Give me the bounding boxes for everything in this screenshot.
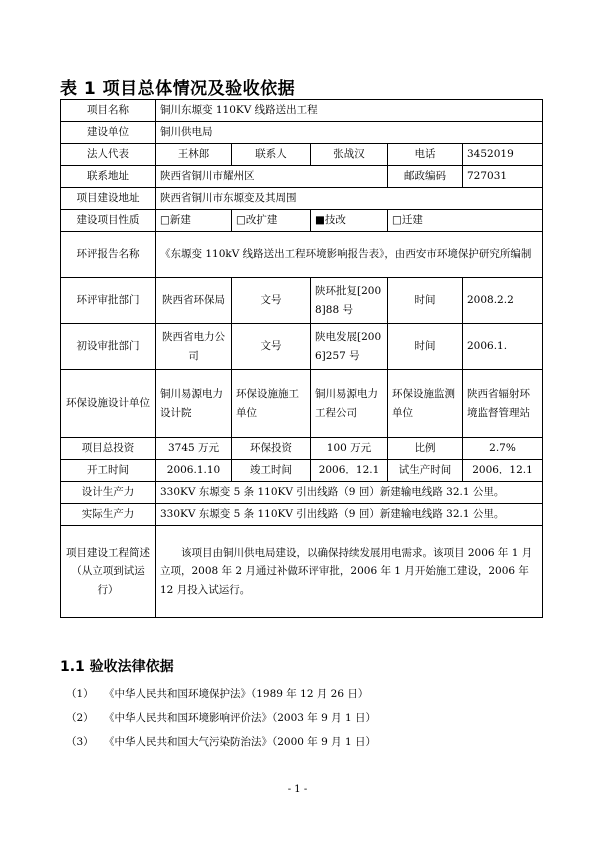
page-title: 表 1 项目总体情况及验收依据 xyxy=(60,79,296,99)
trial: 2006．12.1 xyxy=(463,460,543,482)
site-label: 项目建设地址 xyxy=(61,188,156,210)
law-list xyxy=(66,682,546,754)
law-number: （3） xyxy=(66,736,94,748)
postcode-label: 邮政编码 xyxy=(388,166,463,188)
brief: 该项目由铜川供电局建设，以确保持续发展用电需求。该项目 2006 年 1 月立项，2008 年 2 月通过补做环评审批，2006 年 1 月开始施工建设，2006 年 12 月投入试运行。 xyxy=(156,526,543,618)
ratio-label: 比例 xyxy=(388,438,463,460)
finish: 2006．12.1 xyxy=(311,460,388,482)
legal-rep: 王林郎 xyxy=(156,144,232,166)
eia-time-label: 时间 xyxy=(388,278,463,324)
design-dept-label: 初设审批部门 xyxy=(61,324,156,370)
eia-dept-label: 环评审批部门 xyxy=(61,278,156,324)
invest: 3745 万元 xyxy=(156,438,232,460)
law-text: 《中华人民共和国环境保护法》（1989 年 12 月 26 日） xyxy=(104,688,369,700)
env-build: 铜川易源电力工程公司 xyxy=(311,370,388,438)
contact-label: 联系人 xyxy=(232,144,311,166)
nature-option-relocate: □迁建 xyxy=(388,210,543,232)
list-item xyxy=(66,682,546,706)
start-label: 开工时间 xyxy=(61,460,156,482)
brief-label: 项目建设工程简述（从立项到试运行） xyxy=(61,526,156,618)
list-item xyxy=(66,730,546,754)
nature-label: 建设项目性质 xyxy=(61,210,156,232)
design-time: 2006.1. xyxy=(463,324,543,370)
page-number: - 1 - xyxy=(287,784,308,795)
eia-doc: 陕环批复[2008]88 号 xyxy=(311,278,388,324)
contact: 张战汉 xyxy=(311,144,388,166)
start: 2006.1.10 xyxy=(156,460,232,482)
eia-time: 2008.2.2 xyxy=(463,278,543,324)
design-cap-label: 设计生产力 xyxy=(61,482,156,504)
legal-rep-label: 法人代表 xyxy=(61,144,156,166)
env-invest: 100 万元 xyxy=(311,438,388,460)
eia-doc-label: 文号 xyxy=(232,278,311,324)
law-number: （2） xyxy=(66,712,94,724)
actual-cap: 330KV 东塬变 5 条 110KV 引出线路（9 回）新建输电线路 32.1 公里。 xyxy=(156,504,543,526)
nature-option-expand: □改扩建 xyxy=(232,210,311,232)
design-doc-label: 文号 xyxy=(232,324,311,370)
env-design-label: 环保设施设计单位 xyxy=(61,370,156,438)
env-monitor-label: 环保设施监测单位 xyxy=(388,370,463,438)
report: 《东塬变 110kV 线路送出工程环境影响报告表》，由西安市环境保护研究所编制 xyxy=(156,232,543,278)
law-text: 《中华人民共和国大气污染防治法》（2000 年 9 月 1 日） xyxy=(104,736,377,748)
address-label: 联系地址 xyxy=(61,166,156,188)
nature-option-upgrade: ■技改 xyxy=(311,210,388,232)
finish-label: 竣工时间 xyxy=(232,460,311,482)
design-dept: 陕西省电力公司 xyxy=(156,324,232,370)
design-doc: 陕电发展[2006]257 号 xyxy=(311,324,388,370)
project-name: 铜川东塬变 110KV 线路送出工程 xyxy=(156,100,543,122)
ratio: 2.7% xyxy=(463,438,543,460)
builder-label: 建设单位 xyxy=(61,122,156,144)
nature-option-new: □新建 xyxy=(156,210,232,232)
list-item xyxy=(66,706,546,730)
law-text: 《中华人民共和国环境影响评价法》（2003 年 9 月 1 日） xyxy=(104,712,377,724)
project-name-label: 项目名称 xyxy=(61,100,156,122)
design-cap: 330KV 东塬变 5 条 110KV 引出线路（9 回）新建输电线路 32.1 公里。 xyxy=(156,482,543,504)
project-overview-table xyxy=(60,99,543,618)
section-title: 1.1 验收法律依据 xyxy=(60,659,174,675)
trial-label: 试生产时间 xyxy=(388,460,463,482)
env-design: 铜川易源电力设计院 xyxy=(156,370,232,438)
design-time-label: 时间 xyxy=(388,324,463,370)
phone: 3452019 xyxy=(463,144,543,166)
site: 陕西省铜川市东塬变及其周围 xyxy=(156,188,543,210)
env-invest-label: 环保投资 xyxy=(232,438,311,460)
address: 陕西省铜川市耀州区 xyxy=(156,166,388,188)
postcode: 727031 xyxy=(463,166,543,188)
builder: 铜川供电局 xyxy=(156,122,543,144)
invest-label: 项目总投资 xyxy=(61,438,156,460)
env-build-label: 环保设施施工单位 xyxy=(232,370,311,438)
env-monitor: 陕西省辐射环境监督管理站 xyxy=(463,370,543,438)
eia-dept: 陕西省环保局 xyxy=(156,278,232,324)
phone-label: 电话 xyxy=(388,144,463,166)
report-label: 环评报告名称 xyxy=(61,232,156,278)
law-number: （1） xyxy=(66,688,94,700)
actual-cap-label: 实际生产力 xyxy=(61,504,156,526)
